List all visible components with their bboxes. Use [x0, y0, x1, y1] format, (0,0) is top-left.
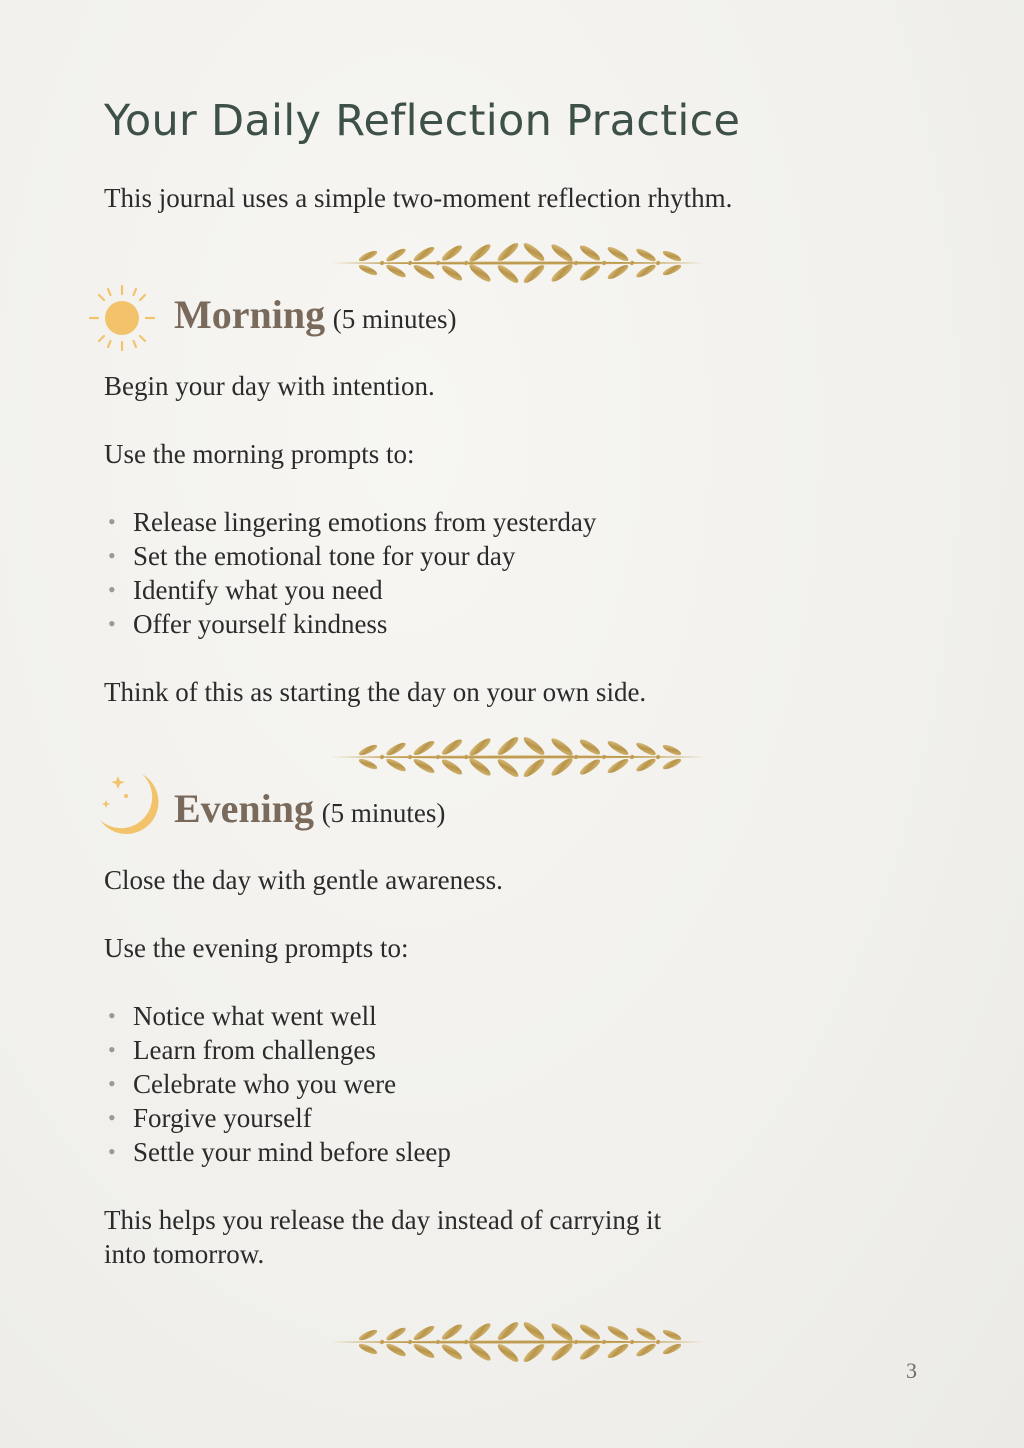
evening-heading — [174, 785, 445, 832]
list-item: • Celebrate who you were — [104, 1067, 451, 1101]
laurel-divider-icon — [328, 1322, 708, 1362]
morning-closing: Think of this as starting the day on your own side. — [104, 677, 647, 707]
evening-closing-line-1: This helps you release the day instead of carrying it — [104, 1205, 662, 1235]
sun-icon — [86, 282, 158, 354]
moon-stars-icon — [96, 770, 162, 840]
evening-closing-line-2: into tomorrow. — [104, 1239, 265, 1269]
page-number: 3 — [906, 1358, 917, 1383]
evening-prompt-intro: Use the evening prompts to: — [104, 933, 409, 963]
list-item: • Notice what went well — [104, 999, 451, 1033]
evening-bullet-list — [104, 999, 451, 1169]
evening-closing — [104, 1203, 661, 1271]
morning-lead: Begin your day with intention. — [104, 371, 435, 401]
morning-prompt-intro: Use the morning prompts to: — [104, 439, 415, 469]
morning-bullet-list — [104, 505, 596, 641]
list-item: • Set the emotional tone for your day — [104, 539, 596, 573]
list-item: • Forgive yourself — [104, 1101, 451, 1135]
evening-title: Evening — [174, 786, 315, 831]
evening-duration: (5 minutes) — [321, 798, 446, 828]
list-item: • Settle your mind before sleep — [104, 1135, 451, 1169]
morning-heading — [174, 291, 457, 338]
intro-text: This journal uses a simple two-moment reflection rhythm. — [104, 183, 733, 213]
laurel-divider-icon — [328, 737, 708, 777]
laurel-divider-icon — [328, 243, 708, 283]
list-item: • Identify what you need — [104, 573, 596, 607]
list-item: • Learn from challenges — [104, 1033, 451, 1067]
list-item: • Release lingering emotions from yesterday — [104, 505, 596, 539]
evening-lead: Close the day with gentle awareness. — [104, 865, 503, 895]
morning-duration: (5 minutes) — [332, 304, 457, 334]
page-title: Your Daily Reflection Practice — [104, 96, 741, 146]
morning-title: Morning — [174, 292, 326, 337]
list-item: • Offer yourself kindness — [104, 607, 596, 641]
